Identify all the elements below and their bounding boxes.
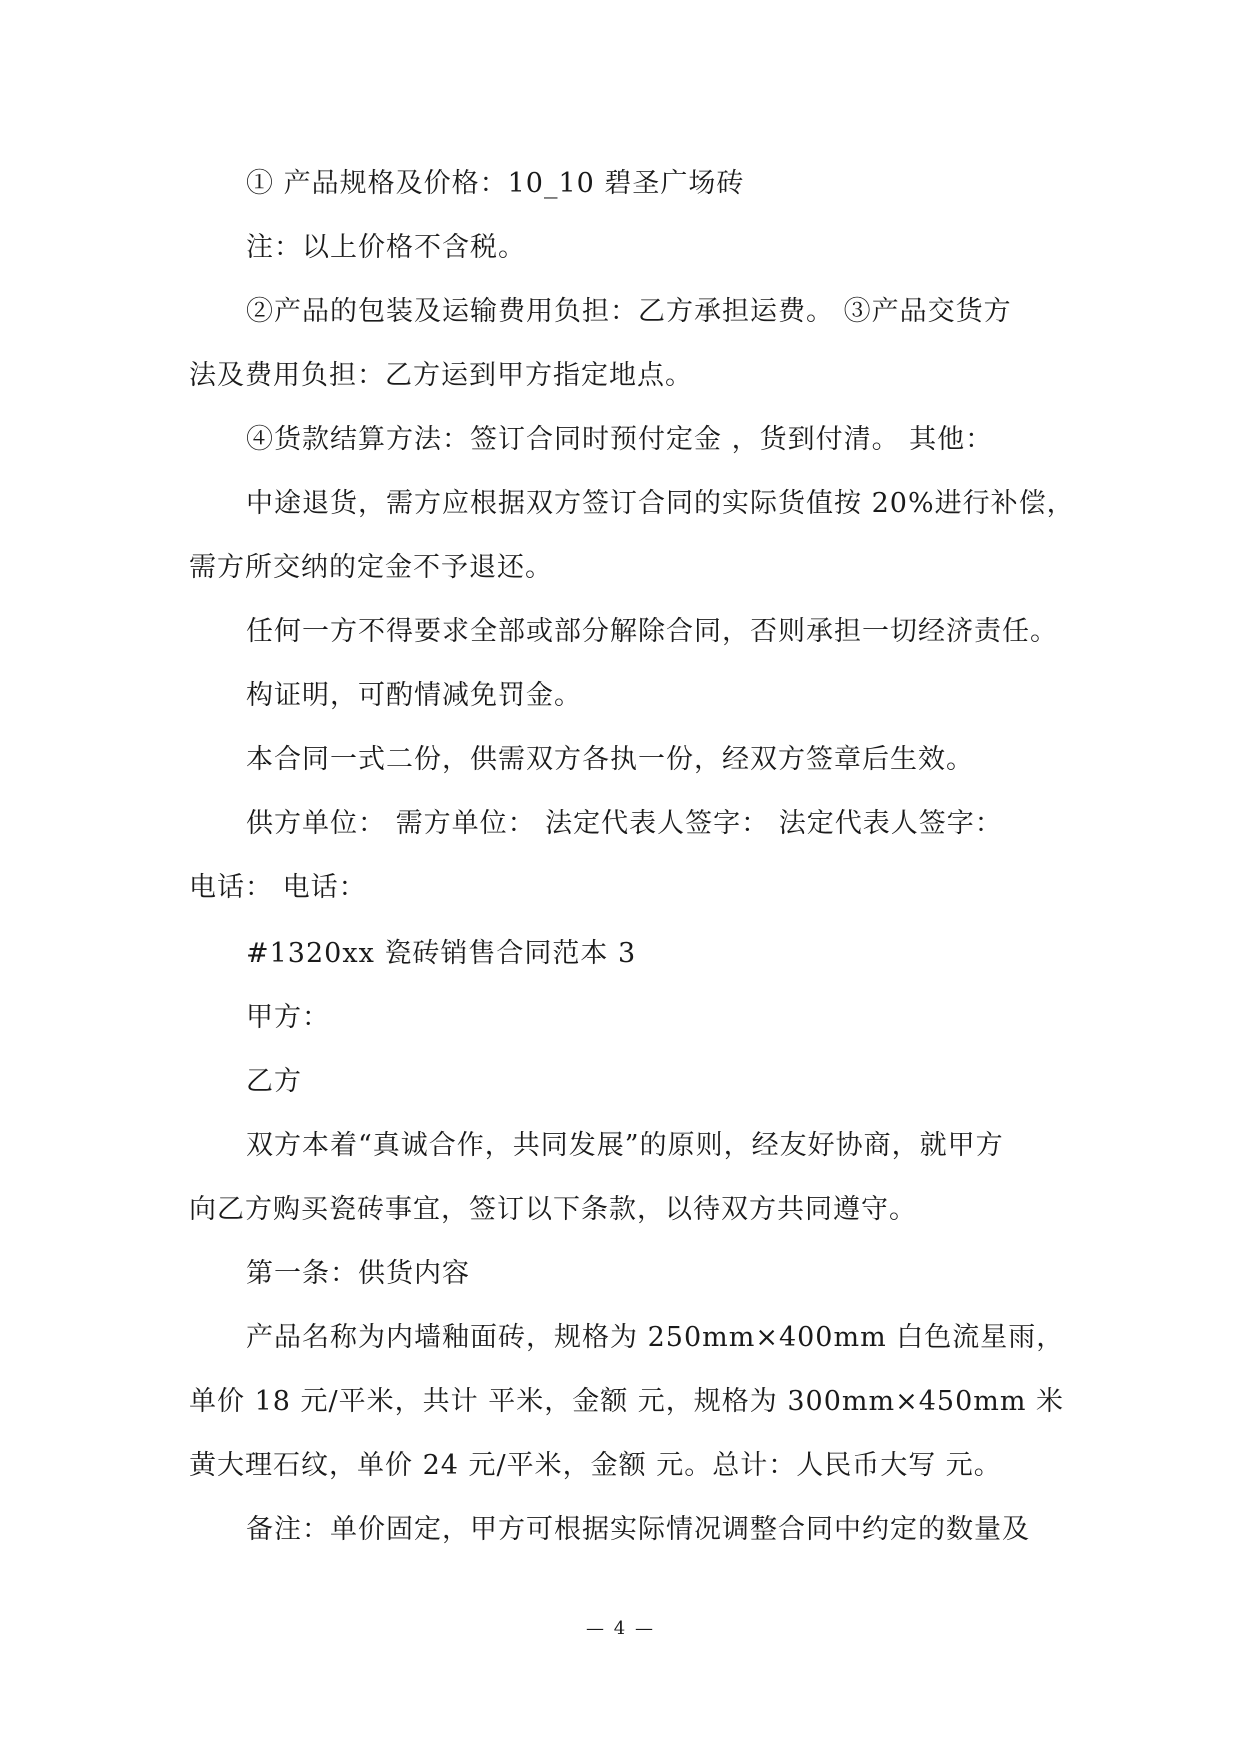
page-number: — 4 — [586,1618,655,1639]
text-line-signature-fields: 供方单位： 需方单位： 法定代表人签字： 法定代表人签字： [246,808,1003,839]
text-line-payment: ④货款结算方法：签订合同时预付定金 ，货到付清。 其他： [246,424,994,455]
text-line-party-b: 乙方 [246,1066,302,1097]
text-line-deposit: 需方所交纳的定金不予退还。 [189,552,553,583]
section-heading: #1320xx 瓷砖销售合同范本 3 [246,938,637,969]
text-line-unit-price: 单价 18 元/平米，共计 平米，金额 元，规格为 300mm×450mm 米 [189,1386,1065,1417]
text-line-delivery: 法及费用负担：乙方运到甲方指定地点。 [189,360,693,391]
text-line-purchase-terms: 向乙方购买瓷砖事宜，签订以下条款，以待双方共同遵守。 [189,1194,917,1225]
text-line-phone-fields: 电话： 电话： [189,872,367,903]
article-heading: 第一条：供货内容 [246,1258,470,1289]
text-line-packaging: ②产品的包装及运输费用负担：乙方承担运费。 ③产品交货方 [246,296,1012,327]
text-line-product-spec: ① 产品规格及价格：10_10 碧圣广场砖 [246,168,745,199]
text-line-tax-note: 注：以上价格不含税。 [246,232,526,263]
text-line-party-a: 甲方： [246,1002,330,1033]
text-line-principle: 双方本着“真诚合作，共同发展”的原则，经友好协商，就甲方 [246,1130,1004,1161]
text-line-copies: 本合同一式二份，供需双方各执一份，经双方签章后生效。 [246,744,974,775]
text-line-total: 黄大理石纹，单价 24 元/平米，金额 元。总计：人民币大写 元。 [189,1450,1002,1481]
text-line-return-compensation: 中途退货，需方应根据双方签订合同的实际货值按 20%进行补偿， [246,488,1075,519]
text-line-termination: 任何一方不得要求全部或部分解除合同，否则承担一切经济责任。 [246,616,1058,647]
text-line-product-name: 产品名称为内墙釉面砖，规格为 250mm×400mm 白色流星雨， [246,1322,1065,1353]
text-line-penalty: 构证明，可酌情减免罚金。 [246,680,582,711]
text-line-remark: 备注：单价固定，甲方可根据实际情况调整合同中约定的数量及 [246,1514,1030,1545]
